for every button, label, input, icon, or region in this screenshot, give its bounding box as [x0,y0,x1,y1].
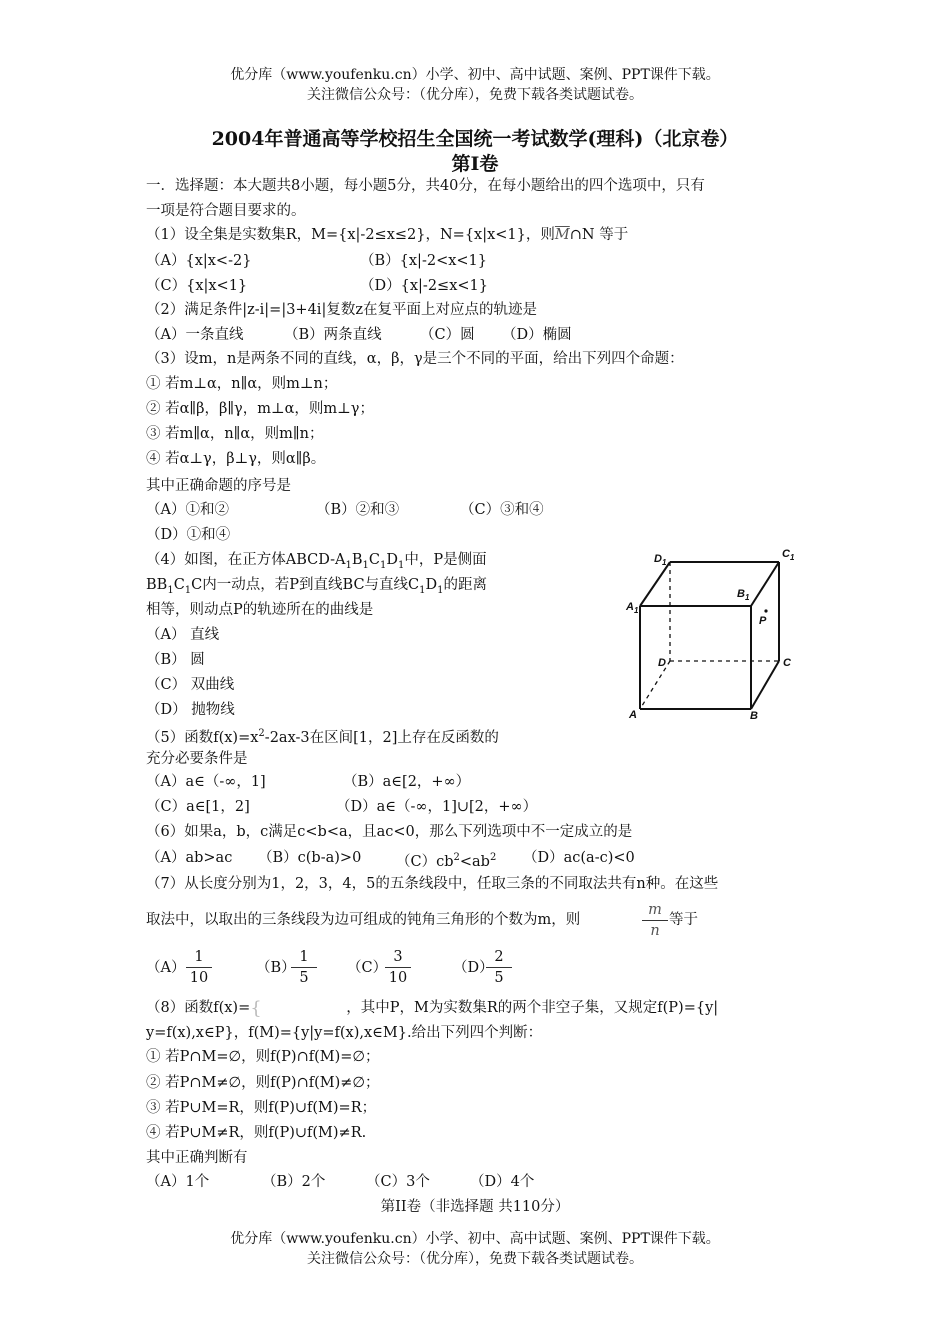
q8-line-1: （8）函数f(x)={ ，其中P，M为实数集R的两个非空子集，又规定f(P)={y| [146,998,719,1019]
q1-option-d: （D）{x|-2≤x<1} [360,278,488,294]
q3-option-a: （A）①和② [146,502,229,518]
q8-option-c: （C）3个 [366,1174,430,1190]
label-p: P [759,615,767,627]
label-c: C [783,657,791,669]
q6-option-c: $(C)cb^2<ab^2$ [396,852,497,870]
q8-option-a: （A）1个 [146,1174,210,1190]
q7-line-2: 取法中，以取出的三条线段为边可组成的钝角三角形的个数为m，则 [146,912,581,928]
q7-fraction-m-over-n: m n [642,901,668,940]
footer-line-2: 关注微信公众号：（优分库），免费下载各类试题试卷。 [307,1251,643,1267]
header-line-1: 优分库（www.youfenku.cn）小学、初中、高中试题、案例、PPT课件下载。 [230,67,720,83]
q1-option-c: （C）{x|x<1} [146,278,248,294]
section-intro-2: 一项是符合题目要求的。 [146,203,306,219]
q2-option-b: （B）两条直线 [284,327,382,343]
piecewise-brace-icon: { [250,998,262,1019]
q8-judgment-1: ① 若P∩M=∅，则f(P)∩f(M)=∅； [146,1049,380,1065]
q4-line-2: $BB_1C_1C$内一动点，若P到直线BC与直线$C_1D_1$的距离 [146,577,488,596]
q4-option-a: （A） 直线 [146,627,220,643]
edge-c1b1 [751,562,779,606]
footer-line-1: 优分库（www.youfenku.cn）小学、初中、高中试题、案例、PPT课件下载。 [230,1231,720,1247]
q7-option-a-fraction: 1 10 [186,948,212,987]
exam-title: 2004年普通高等学校招生全国统一考试数学(理科)（北京卷） [211,128,739,150]
q5-option-a: （A）a∈（-∞，1] [146,774,266,790]
q7-option-d-fraction: 2 5 [486,948,512,987]
label-a: A [629,709,637,721]
q3-proposition-4: ④ 若α⊥γ，β⊥γ，则α∥β。 [146,451,326,467]
label-d: D [658,657,666,669]
q8-option-b: （B）2个 [262,1174,326,1190]
q7-stem-end: 等于 [669,912,698,928]
q5-line-2: 充分必要条件是 [146,751,248,767]
q3-proposition-1: ① 若m⊥α，n∥α，则m⊥n； [146,376,338,392]
section-intro-1: 一．选择题：本大题共8小题，每小题5分，共40分，在每小题给出的四个选项中，只有 [146,178,705,194]
q7-option-b: （B） [256,960,296,976]
label-b: B [750,710,758,722]
q1-option-a: （A）{x|x<-2} [146,253,252,269]
q7-option-b-fraction: 1 5 [291,948,317,987]
q6-stem: （6）如果a，b，c满足c<b<a，且ac<0，那么下列选项中不一定成立的是 [146,824,633,840]
q7-option-c-fraction: 3 10 [385,948,411,987]
q4-option-d: （D） 抛物线 [146,702,235,718]
q8-ask: 其中正确判断有 [146,1150,248,1166]
q3-proposition-2: ② 若α∥β，β∥γ，m⊥α，则m⊥γ； [146,401,374,417]
q8-option-d: （D）4个 [470,1174,535,1190]
q2-stem: （2）满足条件|z-i|=|3+4i|复数z在复平面上对应点的轨迹是 [146,302,537,318]
q3-ask: 其中正确命题的序号是 [146,478,291,494]
q4-option-b: （B） 圆 [146,652,205,668]
q3-option-b: （B）②和③ [316,502,400,518]
q7-option-c: （C） [347,960,388,976]
q8-judgment-3: ③ 若P∪M=R，则f(P)∪f(M)=R； [146,1100,377,1116]
point-p [764,609,767,612]
q4-option-c: （C） 双曲线 [146,677,235,693]
q2-option-d: （D）椭圆 [502,327,572,343]
q6-option-a: （A）ab>ac [146,850,233,866]
q3-option-c: （C）③和④ [460,502,544,518]
q7-option-d: （D） [453,960,494,976]
complement-m: $\overline{M}$ [554,227,570,243]
header-line-2: 关注微信公众号：（优分库），免费下载各类试题试卷。 [307,87,643,103]
edge-a1d1 [640,562,670,606]
q7-option-a: （A） [146,960,186,976]
label-d1: $D_1$ [654,553,667,567]
q5-option-d: （D）a∈（-∞，1]∪[2，+∞） [336,799,538,815]
label-b1: $B_1$ [737,588,750,602]
q2-option-a: （A）一条直线 [146,327,244,343]
q7-line-1: （7）从长度分别为1，2，3，4，5的五条线段中，任取三条的不同取法共有n种。在这些 [146,876,719,892]
label-a1: $A_1$ [626,601,639,615]
volume-title: 第Ⅰ卷 [451,153,499,175]
q1-option-b: （B）{x|-2<x<1} [360,253,487,269]
q8-line-2: y=f(x),x∈P}，f(M)={y|y=f(x),x∈M}.给出下列四个判断： [146,1025,543,1041]
q2-option-c: （C）圆 [420,327,475,343]
q6-option-b: （B）c(b-a)>0 [258,850,362,866]
q5-option-c: （C）a∈[1，2] [146,799,250,815]
q1-stem: （1）设全集是实数集R，M={x|-2≤x≤2}，N={x|x<1}，则$\overline{M}\cap N$ 等于 [146,227,629,243]
part-two-title: 第II卷（非选择题 共110分） [380,1199,570,1215]
q6-option-d: （D）ac(a-c)<0 [523,850,635,866]
q4-line-3: 相等，则动点P的轨迹所在的曲线是 [146,602,374,618]
q3-option-d: （D）①和④ [146,527,231,543]
cube-figure [596,536,816,726]
q8-judgment-4: ④ 若P∪M≠R，则f(P)∪f(M)≠R. [146,1125,367,1141]
q3-proposition-3: ③ 若m∥α，n∥α，则m∥n； [146,426,324,442]
q5-option-b: （B）a∈[2，+∞） [343,774,471,790]
q8-judgment-2: ② 若P∩M≠∅，则f(P)∩f(M)≠∅； [146,1075,380,1091]
q5-line-1: （5）函数$f(x)=x^2-2ax-3$在区间[1，2]上存在反函数的 [146,728,499,746]
q3-stem: （3）设m，n是两条不同的直线，α，β，γ是三个不同的平面，给出下列四个命题： [146,351,684,367]
q4-line-1: （4）如图，在正方体ABCD-$A_1B_1C_1D_1$中，P是侧面 [146,552,487,571]
label-c1: $C_1$ [782,548,795,562]
edge-cb [751,661,779,709]
